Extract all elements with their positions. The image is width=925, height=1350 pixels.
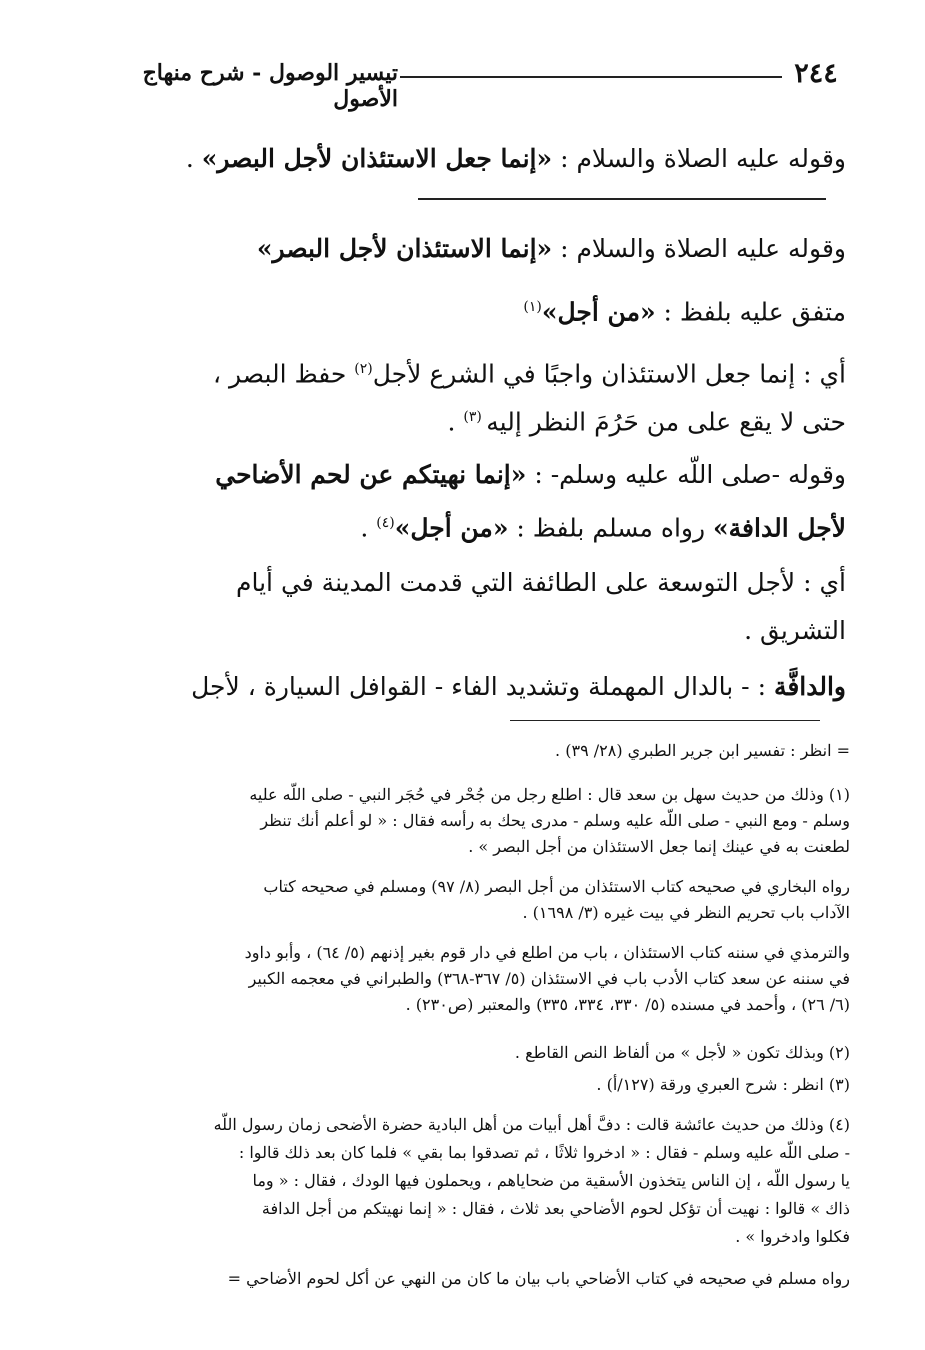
p4-mid: رواه مسلم بلفظ : [508,513,714,543]
footnote-continued: = انظر : تفسير ابن جرير الطبري (٢٨/ ٣٩) . [555,741,850,760]
footnote-ref-1: (١) [523,299,542,315]
top-tail: . [185,144,202,173]
p4-quote-a: «إنما نهيتكم عن لحم الأضاحي [215,460,527,489]
p6-rest: : - بالدال المهملة وتشديد الفاء - القوافل السيارة ، لأجل [191,672,774,701]
footnote-1-line-5: الآداب باب تحريم النظر في بيت غيره (٣/ ١٦٩٨) . [522,903,850,922]
footnote-4-line-5: فكلوا وادخروا » . [735,1227,850,1246]
footnote-1-line-2: وسلم - ومع النبي - صلى اللّه عليه وسلم - مدرى يحك به رأسه فقال : « لو أعلم أنك تنظر [260,811,850,830]
paragraph-5-line-1: أي : لأجل التوسعة على الطائفة التي قدمت المدينة في أيام [236,568,846,597]
footnote-ref-4: (٤) [376,515,395,531]
page-number: ٢٤٤ [794,58,838,89]
p4-quote-b: لأجل الدافة» [713,513,846,543]
footnote-2: (٢) وبذلك تكون « لأجل » من ألفاظ النص القاطع . [514,1043,850,1062]
paragraph-4-line-1 [80,452,846,498]
paragraph-5-line-2: التشريق . [744,616,846,645]
p3-text-a: أي : إنما جعل الاستئذان واجبًا في الشرع لأجل [372,359,846,389]
paragraph-1 [80,226,846,272]
p4-tail: . [360,513,377,543]
p2-quote: «من أجل» [541,297,656,327]
section-rule [418,198,826,200]
footnote-4-line-2: - صلى اللّه عليه وسلم - فقال : « ادخروا ثلاثًا ، ثم تصدقوا بما بقي » فلما كان بعد ذلك قالوا : [238,1143,850,1162]
footnote-1-line-8: (٦/ ٢٦) ، وأحمد في مسنده (٥/ ٣٣٠، ٣٣٤، ٣٣٥) والمعتبر (ص٢٣٠) . [405,995,850,1014]
paragraph-6 [80,664,846,710]
top-quote-line [80,136,846,182]
p1-quote: «إنما الاستئذان لأجل البصر» [256,234,553,263]
footnote-separator [510,720,820,721]
header-rule [400,76,782,78]
paragraph-2 [80,284,846,335]
paragraph-4-line-2 [80,500,846,551]
p4-lead: وقوله -صلى اللّه عليه وسلم- : [526,460,846,489]
footnote-ref-2: (٢) [354,361,373,377]
p1-lead: وقوله عليه الصلاة والسلام : [552,234,846,263]
footnote-ref-3: (٣) [463,409,487,425]
footnote-1-line-7: في سننه عن سعد كتاب الأدب باب في الاستئذان (٥/ ٣٦٧-٣٦٨) والطبراني في معجمه الكبير [248,969,850,988]
paragraph-3-line-2 [80,394,846,445]
p2-lead: متفق عليه بلفظ : [655,297,846,327]
footnote-4-line-1: (٤) وذلك من حديث عائشة قالت : دفَّ أهل أبيات من أهل البادية حضرة الأضحى زمان رسول اللّه [213,1115,850,1134]
running-title: تيسير الوصول - شرح منهاج الأصول [142,60,398,112]
footnote-1-line-3: لطعنت به في عينك إنما جعل الاستئذان من أجل البصر » . [468,837,850,856]
footnote-3: (٣) انظر : شرح العبري ورقة (١٢٧/أ) . [596,1075,850,1094]
p4-quote-c: «من أجل» [394,513,509,543]
footnote-1-line-4: رواه البخاري في صحيحه كتاب الاستئذان من أجل البصر (٨/ ٩٧) ومسلم في صحيحه كتاب [263,877,850,896]
footnote-4-line-4: ذاك » قالوا : نهيت أن تؤكل لحوم الأضاحي بعد ثلاث ، فقال : « إنما نهيتكم من أجل الدافة [261,1199,850,1218]
p3-text-c: حتى لا يقع على من حَرُمَ النظر إليه [486,407,846,437]
p3-text-b: حفظ البصر ، [212,359,355,389]
top-lead: وقوله عليه الصلاة والسلام : [552,144,846,173]
paragraph-3-line-1 [80,346,846,397]
footnote-1-line-6: والترمذي في سننه كتاب الاستئذان ، باب من اطلع في دار قوم بغير إذنهم (٥/ ٦٤) ، وأبو داود [244,943,850,962]
p6-term: والدافَّة [773,672,846,701]
footnote-4-line-3: يا رسول اللّه ، إن الناس يتخذون الأسقية من ضحاياهم ، ويحملون فيها الودك ، فقال : « وما [252,1171,850,1190]
top-quote: «إنما جعل الاستئذان لأجل البصر» [201,144,553,173]
p3-text-d: . [447,407,464,437]
footnote-1-line-1: (١) وذلك من حديث سهل بن سعد قال : اطلع رجل من جُحْر في حُجَر النبي - صلى اللّه عليه [249,785,850,804]
footnote-4-line-6: رواه مسلم في صحيحه في كتاب الأضاحي باب بيان ما كان من النهي عن أكل لحوم الأضاحي = [227,1269,850,1288]
